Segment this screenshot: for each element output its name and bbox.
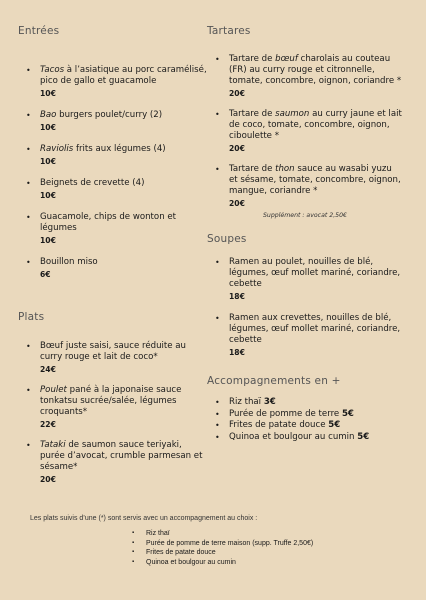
item-text-italic: thon: [275, 164, 295, 174]
item-price: 10€: [40, 191, 56, 200]
plats-list: [18, 341, 208, 485]
item-text: frits aux légumes (4): [73, 144, 166, 154]
footer-option: ▪ Quinoa et boulgour au cumin: [146, 558, 410, 568]
item-text-italic: saumon: [275, 109, 310, 119]
item-price: 10€: [40, 157, 56, 166]
soupes-title: Soupes: [207, 233, 247, 245]
item-text-italic: Tataki: [40, 440, 66, 450]
menu-item: [18, 440, 208, 485]
item-text: à l’asiatique au porc caramélisé, pico de gallo et guacamole: [40, 65, 207, 86]
item-price: 18€: [229, 348, 245, 357]
side-label: Riz thaï: [229, 397, 264, 407]
side-price: 5€: [341, 408, 354, 419]
item-price: 20€: [229, 144, 245, 153]
tartares-list: [207, 54, 403, 209]
item-text: charolais au couteau (FR) au curry rouge et citronnelle, tomate, concombre, oignon, coriandre *: [229, 54, 402, 86]
item-text: Ramen au poulet, nouilles de blé, légumes, œuf mollet mariné, coriandre, cebette: [229, 257, 401, 289]
side-item: [207, 409, 403, 421]
item-text: au curry jaune et lait de coco, tomate, concombre, oignon, ciboulette *: [229, 109, 402, 141]
entrees-list: [18, 65, 208, 280]
soupes-list: [207, 257, 403, 358]
item-price: 10€: [40, 236, 56, 245]
side-item: [207, 397, 403, 409]
item-text: Tartare de: [229, 109, 276, 119]
accompagnements-list: [207, 397, 403, 443]
item-text-italic: Bao: [40, 110, 57, 120]
plats-title: Plats: [18, 311, 45, 323]
menu-item: [18, 144, 208, 167]
item-text: de saumon sauce teriyaki, purée d’avocat, crumble parmesan et sésame*: [40, 440, 203, 472]
side-item: [207, 420, 403, 432]
item-text: pané à la japonaise sauce tonkatsu sucrée/salée, légumes croquants*: [40, 385, 182, 417]
item-price: 24€: [40, 365, 56, 374]
menu-item: [18, 110, 208, 133]
item-text-italic: bœuf: [275, 54, 298, 64]
item-price: 20€: [229, 199, 245, 208]
item-price: 22€: [40, 420, 56, 429]
menu-item: [18, 257, 208, 280]
side-label: Quinoa et boulgour au cumin: [229, 431, 358, 442]
item-price: 6€: [40, 270, 51, 279]
item-text: Ramen aux crevettes, nouilles de blé, légumes, œuf mollet mariné, coriandre, cebette: [229, 313, 401, 345]
footer-option: ▪ Purée de pomme de terre maison (supp. Truffe 2,50€): [146, 539, 410, 549]
side-item: [207, 432, 403, 444]
menu-item: [207, 54, 403, 99]
right-column: [207, 25, 403, 443]
side-price: 3€: [263, 397, 276, 407]
item-price: 10€: [40, 123, 56, 132]
side-label: Frites de patate douce: [229, 420, 329, 430]
side-label: Purée de pomme de terre: [229, 408, 342, 419]
menu-item: [207, 257, 403, 302]
accompagnements-title: Accompagnements en +: [207, 375, 341, 387]
item-text: sauce au wasabi yuzu et sésame, tomate, concombre, oignon, mangue, coriandre *: [229, 164, 401, 196]
item-text-italic: Raviolis: [40, 144, 74, 154]
item-text-italic: Tacos: [40, 65, 65, 75]
left-column: [18, 25, 208, 485]
menu-item: [207, 109, 403, 154]
entrees-title: Entrées: [18, 25, 60, 37]
item-price: 18€: [229, 292, 245, 301]
footer-intro: Les plats suivis d’une (*) sont servis avec un accompagnement au choix :: [30, 515, 258, 522]
menu-item: [18, 178, 208, 201]
item-text: Bœuf juste saisi, sauce réduite au curry rouge et lait de coco*: [40, 341, 187, 362]
footer-option: ▪ Riz thaï: [146, 529, 410, 539]
item-price: 10€: [40, 89, 56, 98]
side-price: 5€: [328, 420, 341, 430]
item-text: Tartare de: [229, 164, 276, 174]
menu-item: [18, 341, 208, 375]
footer-option: ▪ Frites de patate douce: [146, 548, 410, 558]
menu-item: [18, 212, 208, 246]
item-text: Tartare de: [229, 54, 276, 64]
item-text: burgers poulet/curry (2): [56, 110, 163, 120]
item-text: Bouillon miso: [40, 257, 98, 267]
item-price: 20€: [229, 89, 245, 98]
menu-item: [18, 65, 208, 99]
supplement-note: Supplément : avocat 2,50€: [263, 212, 347, 219]
item-text-italic: Poulet: [40, 385, 67, 395]
item-text: Beignets de crevette (4): [40, 178, 145, 188]
menu-item: [207, 164, 403, 209]
item-text: Guacamole, chips de wonton et légumes: [40, 212, 177, 233]
footer: [30, 515, 410, 567]
menu-item: [207, 313, 403, 358]
footer-list: [30, 529, 410, 567]
tartares-title: Tartares: [207, 25, 251, 37]
menu-item: [18, 385, 208, 430]
side-price: 5€: [357, 431, 370, 442]
item-price: 20€: [40, 475, 56, 484]
